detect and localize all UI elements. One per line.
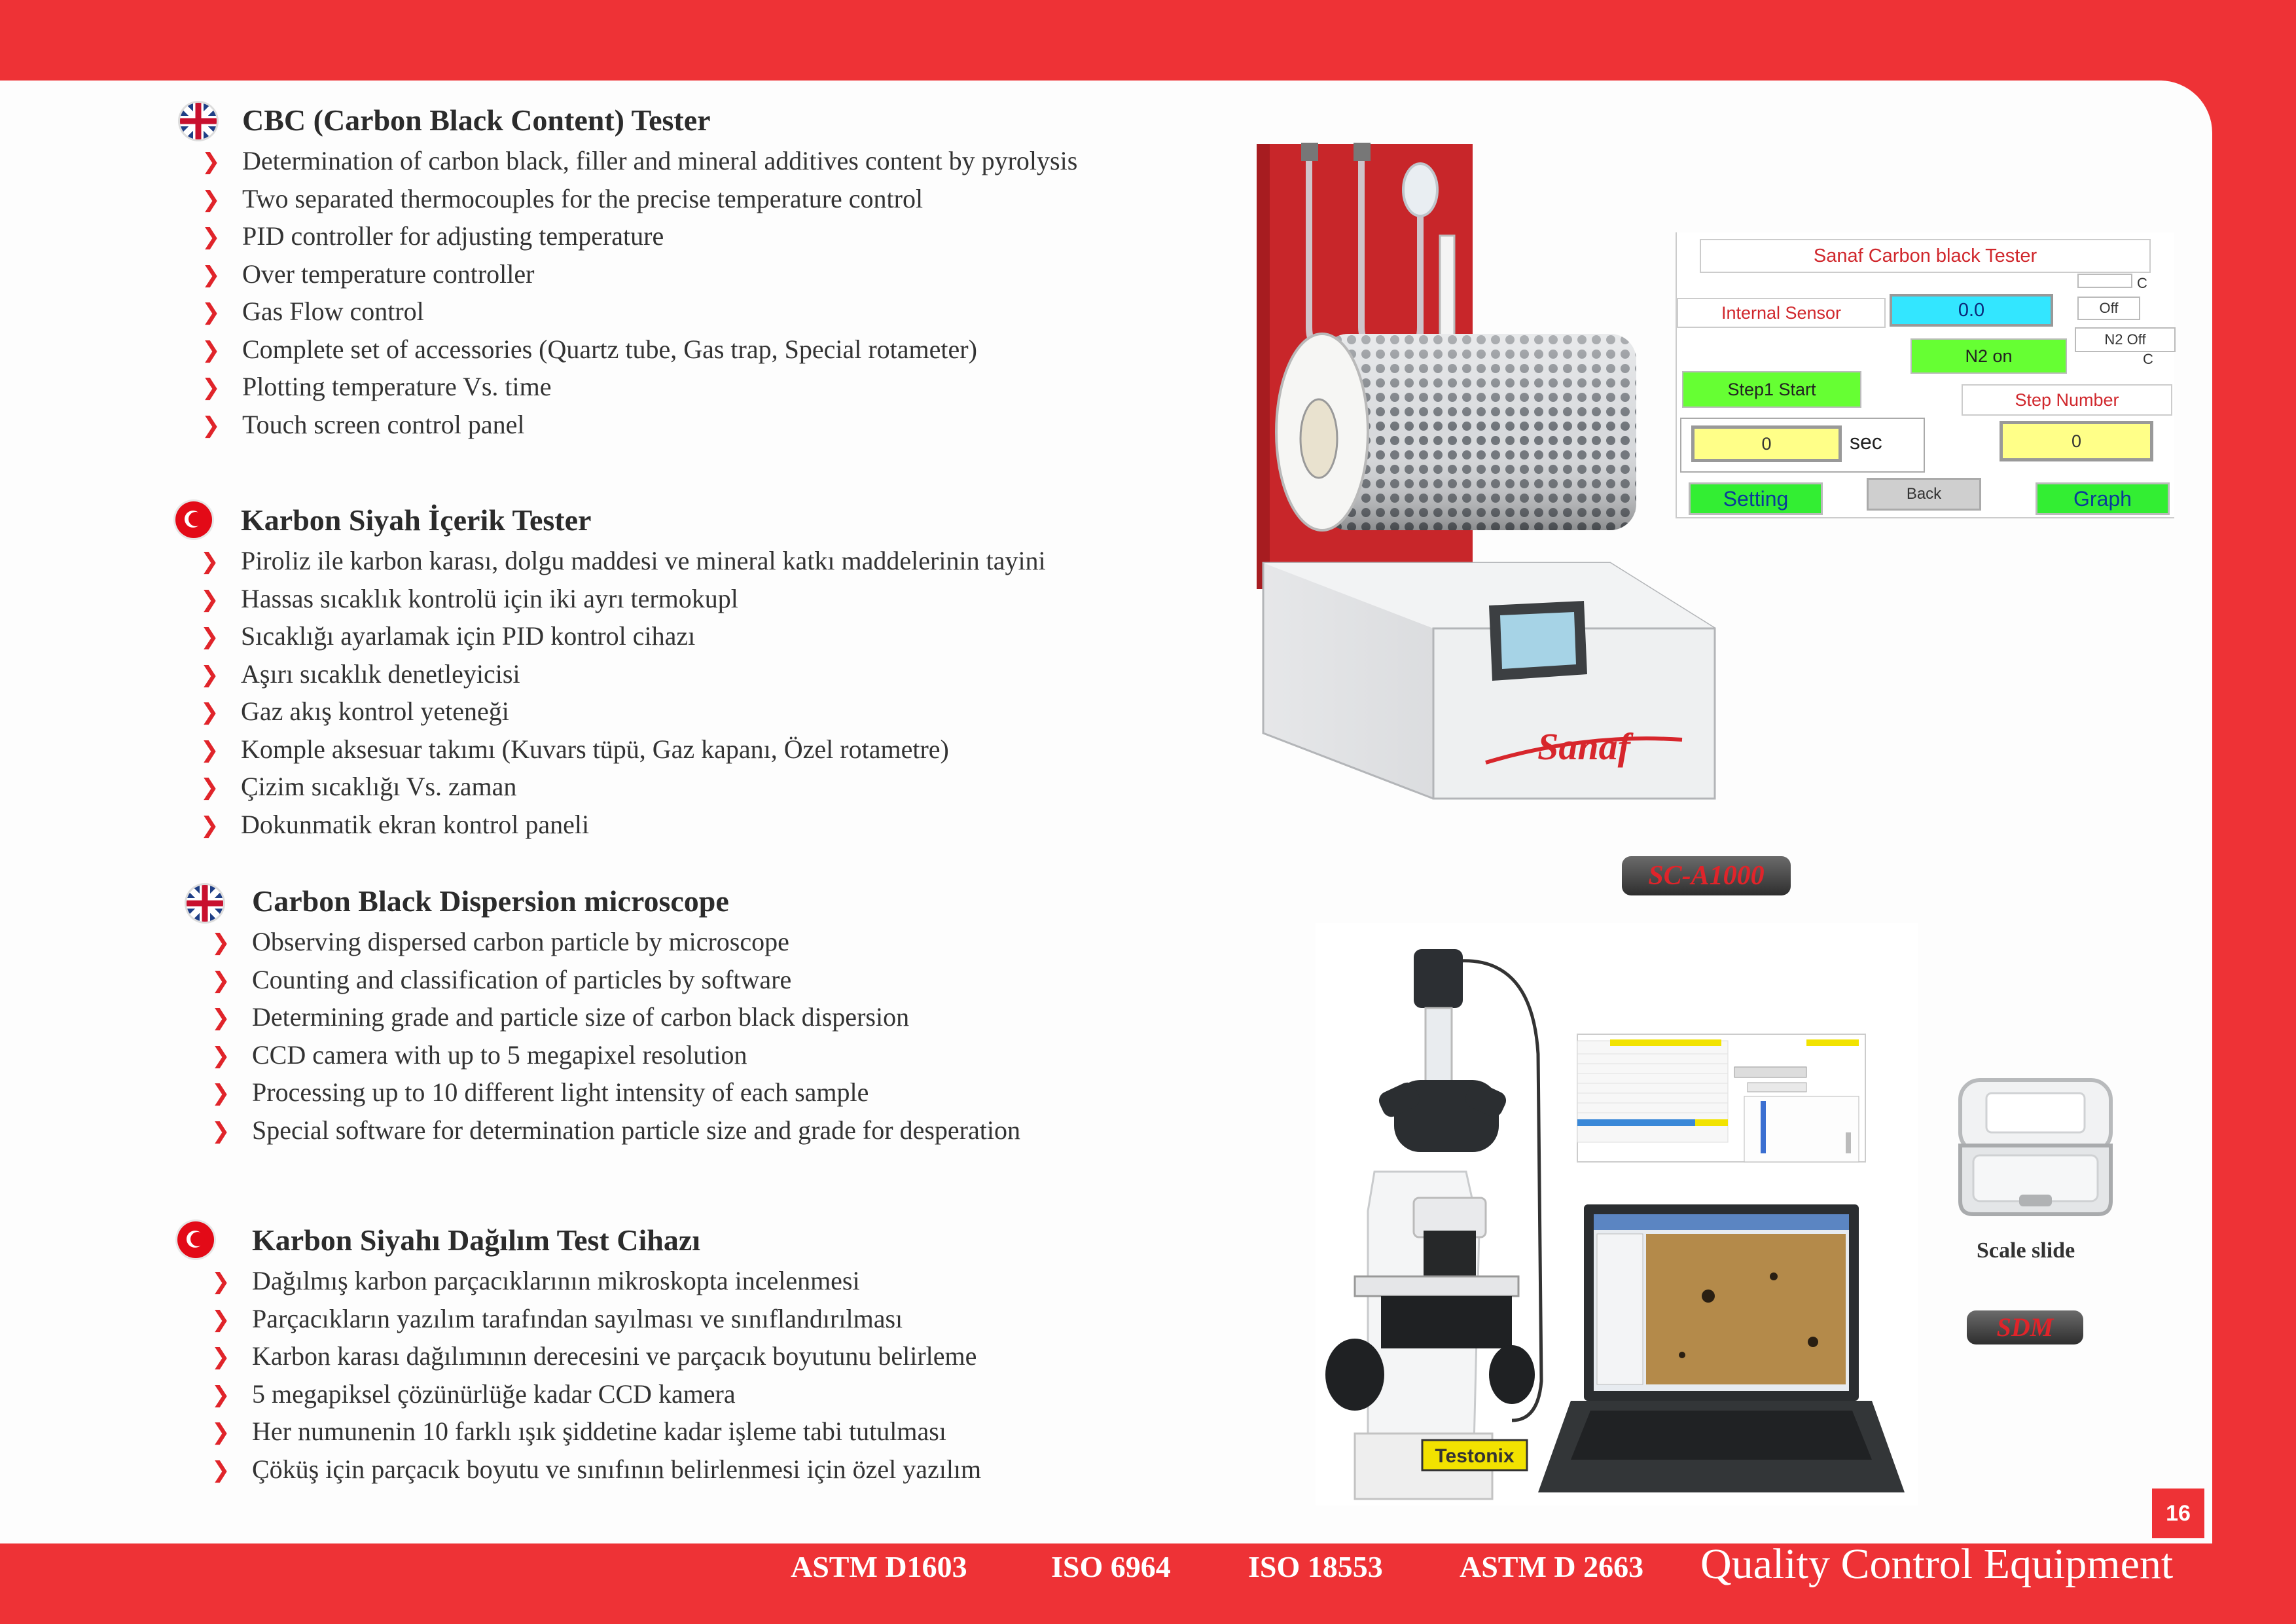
model-badge-sdm: SDM	[1967, 1310, 2083, 1344]
list-item: ❯ Determination of carbon black, filler and mineral additives content by pyrolysis	[242, 142, 1077, 180]
sec-label: sec	[1850, 430, 1882, 454]
microscope-brand-label: Testonix	[1435, 1445, 1515, 1467]
page-number: 16	[2152, 1489, 2204, 1538]
panel-title: Sanaf Carbon black Tester	[1700, 239, 2151, 273]
list-item: ❯ Her numunenin 10 farklı ışık şiddetine kadar işleme tabi tutulması	[252, 1413, 981, 1451]
list-item: ❯ Gas Flow control	[242, 293, 1077, 331]
list-item: ❯ Special software for determination particle size and grade for desperation	[252, 1111, 1020, 1149]
unit-c-label: C	[2137, 275, 2147, 291]
feature-list	[202, 142, 1078, 443]
list-item: ❯ PID controller for adjusting temperature	[242, 217, 1077, 255]
chevron-right-icon: ❯	[211, 1269, 230, 1295]
list-item: ❯ Komple aksesuar takımı (Kuvars tüpü, Gaz kapanı, Özel rotametre)	[241, 731, 1046, 768]
chevron-right-icon: ❯	[200, 586, 219, 613]
unit-c-label-2: C	[2143, 351, 2153, 367]
standard-astm-d1603: ASTM D1603	[791, 1550, 967, 1583]
scale-slide-photo	[1954, 1074, 2117, 1221]
chevron-right-icon: ❯	[200, 774, 219, 801]
feature-list	[211, 1262, 982, 1488]
list-item: ❯ Hassas sıcaklık kontrolü için iki ayrı termokupl	[241, 580, 1046, 618]
list-item: ❯ Complete set of accessories (Quartz tube, Gas trap, Special rotameter)	[242, 331, 1077, 369]
chevron-right-icon: ❯	[211, 1381, 230, 1408]
step-value-display: 0	[2000, 421, 2153, 461]
chevron-right-icon: ❯	[211, 1117, 230, 1144]
list-item: ❯ Counting and classification of particles by software	[252, 961, 1020, 999]
microscope-laptop-photo	[1316, 923, 1918, 1506]
step-number-label: Step Number	[1962, 384, 2172, 416]
control-panel-screenshot	[1676, 232, 2174, 518]
chevron-right-icon: ❯	[200, 624, 219, 650]
chevron-right-icon: ❯	[200, 812, 219, 839]
section-title: CBC (Carbon Black Content) Tester	[242, 103, 711, 137]
chevron-right-icon: ❯	[202, 412, 221, 439]
standard-iso-18553: ISO 18553	[1248, 1550, 1383, 1583]
sensor-value-display: 0.0	[1890, 294, 2053, 327]
chevron-right-icon: ❯	[211, 1306, 230, 1333]
off-button[interactable]: Off	[2077, 297, 2140, 320]
chevron-right-icon: ❯	[211, 1344, 230, 1370]
chevron-right-icon: ❯	[202, 149, 221, 175]
list-item: ❯ Çöküş için parçacık boyutu ve sınıfının belirlenmesi için özel yazılım	[252, 1451, 981, 1489]
list-item: ❯ Observing dispersed carbon particle by microscope	[252, 923, 1020, 961]
list-item: ❯ Piroliz ile karbon karası, dolgu maddesi ve mineral katkı maddelerinin tayini	[241, 542, 1046, 580]
chevron-right-icon: ❯	[202, 299, 221, 325]
step1-start-button[interactable]: Step1 Start	[1682, 371, 1861, 408]
list-item: ❯ Processing up to 10 different light intensity of each sample	[252, 1074, 1020, 1111]
feature-list	[200, 542, 1046, 843]
chevron-right-icon: ❯	[211, 1419, 230, 1445]
internal-sensor-label: Internal Sensor	[1677, 298, 1886, 328]
standard-astm-d2663: ASTM D 2663	[1460, 1550, 1644, 1583]
chevron-right-icon: ❯	[200, 661, 219, 688]
chevron-right-icon: ❯	[202, 374, 221, 401]
section-title: Karbon Siyahı Dağılım Test Cihazı	[252, 1223, 701, 1257]
setting-button[interactable]: Setting	[1689, 482, 1823, 515]
chevron-right-icon: ❯	[211, 1080, 230, 1106]
uk-flag-icon	[180, 103, 217, 139]
list-item: ❯ Çizim sıcaklığı Vs. zaman	[241, 768, 1046, 806]
section-title: Karbon Siyah İçerik Tester	[241, 503, 592, 537]
feature-list	[211, 923, 1020, 1149]
timer-value-display: 0	[1691, 425, 1842, 462]
chevron-right-icon: ❯	[202, 186, 221, 213]
turkey-flag-icon	[175, 501, 212, 538]
list-item: ❯ Parçacıkların yazılım tarafından sayılması ve sınıflandırılması	[252, 1300, 981, 1338]
chevron-right-icon: ❯	[211, 1005, 230, 1031]
list-item: ❯ Gaz akış kontrol yeteneği	[241, 693, 1046, 731]
cbc-tester-photo	[1244, 131, 1741, 864]
scale-slide-caption: Scale slide	[1977, 1238, 2075, 1263]
list-item: ❯ Two separated thermocouples for the precise temperature control	[242, 180, 1077, 218]
chevron-right-icon: ❯	[211, 929, 230, 956]
brand-logo: Sanaf	[1537, 725, 1630, 768]
n2-on-button[interactable]: N2 on	[1910, 338, 2067, 374]
back-button[interactable]: Back	[1867, 478, 1981, 511]
n2-off-button[interactable]: N2 Off	[2075, 327, 2176, 352]
chevron-right-icon: ❯	[202, 261, 221, 288]
section-title: Carbon Black Dispersion microscope	[252, 884, 729, 918]
list-item: ❯ Determining grade and particle size of carbon black dispersion	[252, 998, 1020, 1036]
list-item: ❯ Dokunmatik ekran kontrol paneli	[241, 806, 1046, 844]
chevron-right-icon: ❯	[202, 336, 221, 363]
list-item: ❯ Dağılmış karbon parçacıklarının mikroskopta incelenmesi	[252, 1262, 981, 1300]
model-badge-sc-a1000: SC-A1000	[1622, 856, 1791, 895]
list-item: ❯ Touch screen control panel	[242, 406, 1077, 444]
chevron-right-icon: ❯	[200, 736, 219, 763]
list-item: ❯ Plotting temperature Vs. time	[242, 368, 1077, 406]
list-item: ❯ Aşırı sıcaklık denetleyicisi	[241, 655, 1046, 693]
footer-tagline: Quality Control Equipment	[1700, 1540, 2174, 1588]
uk-flag-icon	[187, 885, 223, 922]
standard-iso-6964: ISO 6964	[1051, 1550, 1171, 1583]
list-item: ❯ Sıcaklığı ayarlamak için PID kontrol cihazı	[241, 617, 1046, 655]
chevron-right-icon: ❯	[200, 549, 219, 575]
chevron-right-icon: ❯	[211, 1456, 230, 1483]
chevron-right-icon: ❯	[211, 967, 230, 994]
list-item: ❯ Over temperature controller	[242, 255, 1077, 293]
off-indicator-box	[2077, 274, 2132, 288]
chevron-right-icon: ❯	[202, 224, 221, 250]
chevron-right-icon: ❯	[200, 699, 219, 725]
turkey-flag-icon	[177, 1221, 214, 1258]
list-item: ❯ CCD camera with up to 5 megapixel resolution	[252, 1036, 1020, 1074]
list-item: ❯ Karbon karası dağılımının derecesini ve parçacık boyutunu belirleme	[252, 1337, 981, 1375]
graph-button[interactable]: Graph	[2036, 482, 2170, 515]
list-item: ❯ 5 megapiksel çözünürlüğe kadar CCD kamera	[252, 1375, 981, 1413]
chevron-right-icon: ❯	[211, 1042, 230, 1069]
